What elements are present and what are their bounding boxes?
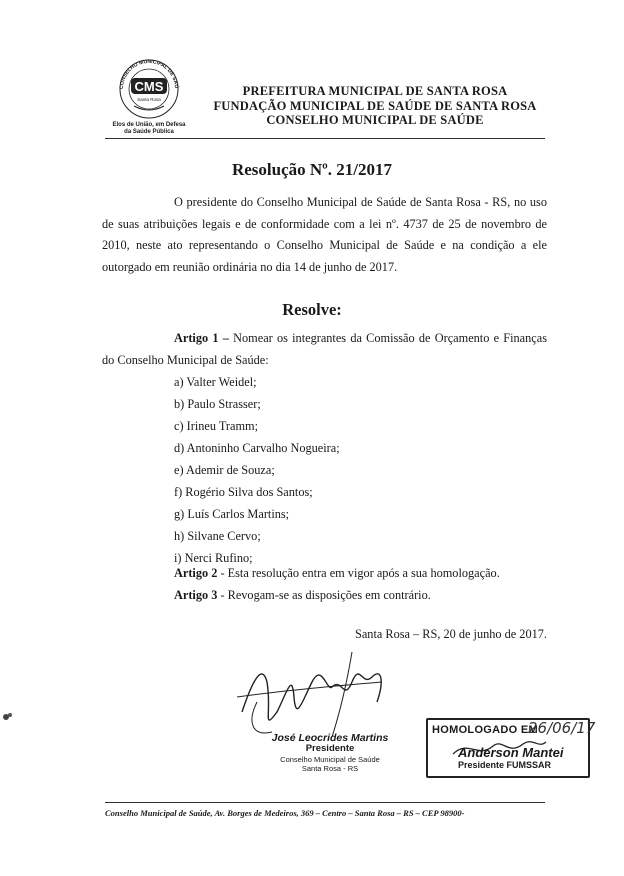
signer-name: José Leocrides Martins xyxy=(271,732,389,744)
preamble xyxy=(102,192,547,278)
article-3-label: Artigo 3 xyxy=(174,588,218,602)
header-line-1: PREFEITURA MUNICIPAL DE SANTA ROSA xyxy=(242,84,508,98)
list-item: b) Paulo Strasser; xyxy=(174,397,261,411)
signature-icon xyxy=(232,642,392,742)
ink-smudge-icon xyxy=(0,710,14,724)
list-item: e) Ademir de Souza; xyxy=(174,463,275,477)
footer-address: Conselho Municipal de Saúde, Av. Borges de Medeiros, 369 – Centro – Santa Rosa – RS – CEP 98900- xyxy=(105,808,465,818)
stamp-date: 26/06/17 xyxy=(528,719,596,737)
signer-org: Conselho Municipal de Saúde xyxy=(280,754,380,764)
signer-block xyxy=(230,732,430,773)
article-3 xyxy=(174,585,431,606)
preamble-text: O presidente do Conselho Municipal de Saúde de Santa Rosa - RS, no uso de suas atribuições legais e de conformidade com a lei nº. 4737 de 25 de novembro de 2010, neste ato representando o Conselho Municipal de Saúde e na condição a ele outorgado em reunião ordinária no dia 14 de junho de 2017. xyxy=(102,195,547,274)
header-line-3: CONSELHO MUNICIPAL DE SAÚDE xyxy=(266,113,484,127)
resolve-heading: Resolve: xyxy=(282,300,342,319)
logo-caption xyxy=(108,122,190,136)
logo-ring-text: CONSELHO MUNICIPAL DE SAÚ xyxy=(118,58,180,90)
logo-caption-line: Elos de União, em Defesa xyxy=(112,122,186,128)
article-2-label: Artigo 2 xyxy=(174,566,218,580)
header-line-2: FUNDAÇÃO MUNICIPAL DE SAÚDE DE SANTA ROSA xyxy=(213,98,537,113)
place-date: Santa Rosa – RS, 20 de junho de 2017. xyxy=(355,627,547,641)
article-1-label: Artigo 1 – xyxy=(174,331,229,345)
document-title: Resolução Nº. 21/2017 xyxy=(231,160,393,179)
header-divider xyxy=(105,138,545,139)
signer-city: Santa Rosa - RS xyxy=(301,763,359,773)
logo-caption-line: da Saúde Pública xyxy=(124,129,174,135)
stamp-label: HOMOLOGADO EM xyxy=(432,724,538,736)
list-item: c) Irineu Tramm; xyxy=(174,419,259,433)
article-3-text: - Revogam-se as disposições em contrário. xyxy=(220,588,431,602)
list-item: h) Silvane Cervo; xyxy=(174,529,261,543)
list-item: d) Antoninho Carvalho Nogueira; xyxy=(174,441,340,455)
stamp-role: Presidente FUMSSAR xyxy=(458,760,552,770)
cms-seal-icon xyxy=(108,58,190,120)
list-item: i) Nerci Rufino; xyxy=(174,551,253,565)
logo-letters: CMS xyxy=(134,79,164,94)
article-2 xyxy=(174,563,500,584)
cms-logo xyxy=(108,58,190,136)
stamp-name: Anderson Mantei xyxy=(458,745,564,760)
member-list xyxy=(174,371,340,569)
footer-divider xyxy=(105,802,545,803)
signer-role: Presidente xyxy=(305,743,355,754)
homologation-stamp xyxy=(426,718,596,778)
list-item: a) Valter Weidel; xyxy=(174,375,257,389)
logo-city: Santa Rosa xyxy=(137,97,161,102)
article-2-text: - Esta resolução entra em vigor após a sua homologação. xyxy=(220,566,500,580)
list-item: f) Rogério Silva dos Santos; xyxy=(174,485,313,499)
article-1-text: Nomear os integrantes da Comissão de Orçamento e Finanças do Conselho Municipal de Saúde: xyxy=(102,331,547,367)
letterhead xyxy=(190,84,560,128)
list-item: g) Luís Carlos Martins; xyxy=(174,507,290,521)
article-1 xyxy=(102,328,547,371)
